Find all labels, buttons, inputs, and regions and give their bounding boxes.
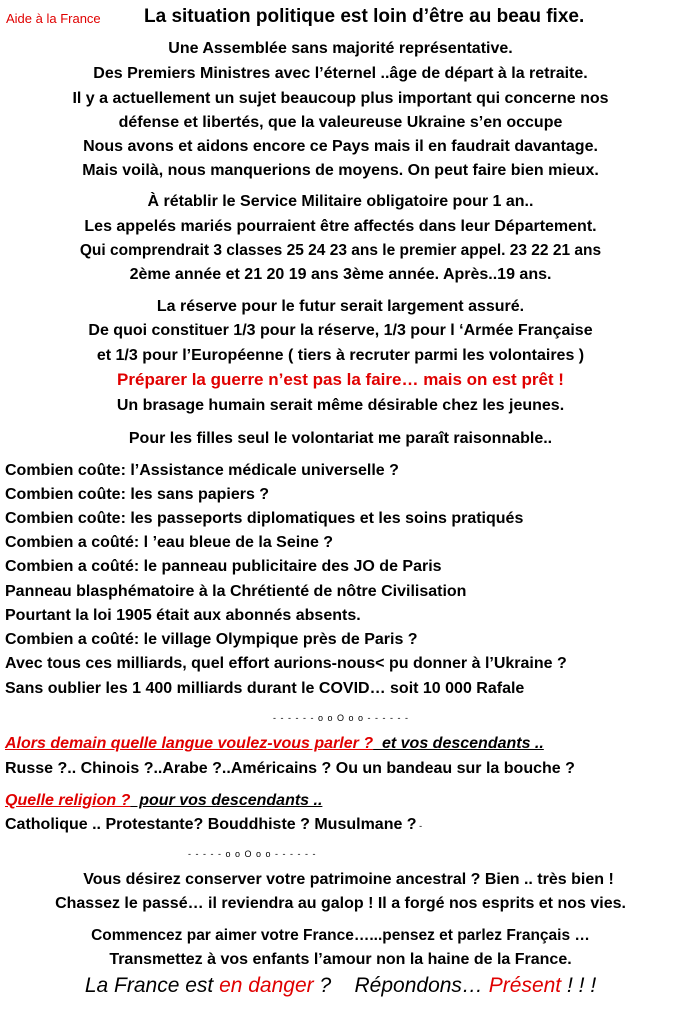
question-line: Combien coûte: l’Assistance médicale universelle ?	[5, 462, 399, 479]
final-danger: en danger	[219, 974, 314, 997]
question-line: Combien coûte: les sans papiers ?	[5, 486, 270, 503]
closing-line: Vous désirez conserver votre patrimoine ancestral ? Bien .. très bien !	[83, 871, 614, 888]
question-line: Avec tous ces milliards, quel effort aurions-nous< pu donner à l’Ukraine ?	[5, 655, 567, 672]
question-line: Pourtant la loi 1905 était aux abonnés absents.	[5, 607, 361, 624]
language-question-black: et vos descendants ..	[373, 735, 544, 752]
final-part3: ? Répondons…	[313, 974, 489, 997]
header-tag: Aide à la France	[6, 11, 101, 26]
question-line: Combien a coûté: le panneau publicitaire des JO de Paris	[5, 558, 442, 575]
header-title: La situation politique est loin d’être au beau fixe.	[144, 6, 585, 27]
separator: - - - - - o o O o o - - - - - -	[188, 849, 317, 859]
question-line: Combien a coûté: l ’eau bleue de la Seine ?	[5, 534, 334, 551]
para2-line: 2ème année et 21 20 19 ans 3ème année. Après..19 ans.	[129, 266, 552, 283]
religion-question	[0, 790, 681, 812]
para1-line: défense et libertés, que la valeureuse Ukraine s’en occupe	[118, 114, 563, 131]
closing-line: Chassez le passé… il reviendra au galop ! Il a forgé nos esprits et nos vies.	[55, 895, 626, 912]
para1-line: Des Premiers Ministres avec l’éternel ..âge de départ à la retraite.	[93, 65, 588, 82]
question-line: Combien coûte: les passeports diplomatiques et les soins pratiqués	[5, 510, 524, 527]
language-answer: Russe ?.. Chinois ?..Arabe ?..Américains ? Ou un bandeau sur la bouche ?	[5, 760, 575, 777]
para4-line: Pour les filles seul le volontariat me paraît raisonnable..	[128, 430, 553, 447]
final-line	[0, 972, 681, 1000]
slogan: Préparer la guerre n’est pas la faire… mais on est prêt !	[117, 370, 564, 389]
language-question	[0, 733, 681, 755]
para1-line: Mais voilà, nous manquerions de moyens. On peut faire bien mieux.	[82, 162, 599, 179]
closing-line: Transmettez à vos enfants l’amour non la haine de la France.	[109, 951, 572, 968]
para3-line: La réserve pour le futur serait largement assuré.	[156, 298, 525, 315]
final-present: Présent	[488, 974, 562, 997]
question-line: Sans oublier les 1 400 milliards durant le COVID… soit 10 000 Rafale	[5, 680, 525, 697]
final-part5: ! ! !	[561, 974, 597, 997]
separator: - - - - - - o o O o o - - - - - -	[273, 713, 409, 723]
para1-line: Une Assemblée sans majorité représentative.	[168, 40, 513, 57]
religion-question-red: Quelle religion ?	[5, 792, 131, 809]
question-line: Panneau blasphématoire à la Chrétienté de nôtre Civilisation	[5, 583, 467, 600]
language-question-red: Alors demain quelle langue voulez-vous parler ?	[5, 735, 374, 752]
para2-line: À rétablir le Service Militaire obligatoire pour 1 an..	[147, 193, 534, 210]
para3-line: et 1/3 pour l’Européenne ( tiers à recruter parmi les volontaires )	[96, 347, 585, 364]
para2-line: Les appelés mariés pourraient être affectés dans leur Département.	[84, 218, 597, 235]
religion-question-black: pour vos descendants ..	[130, 792, 323, 809]
religion-answer	[0, 814, 681, 837]
para3b-line: Un brasage humain serait même désirable chez les jeunes.	[116, 397, 565, 414]
closing-line: Commencez par aimer votre France…...pensez et parlez Français …	[91, 927, 590, 944]
para3-line: De quoi constituer 1/3 pour la réserve, 1/3 pour l ‘Armée Française	[88, 322, 593, 339]
question-line: Combien a coûté: le village Olympique près de Paris ?	[5, 631, 418, 648]
para2-line: Qui comprendrait 3 classes 25 24 23 ans le premier appel. 23 22 21 ans	[79, 242, 602, 259]
para1-line: Nous avons et aidons encore ce Pays mais il en faudrait davantage.	[83, 138, 598, 155]
final-part1: La France est	[84, 974, 220, 997]
religion-answer-tail: -	[416, 821, 423, 831]
religion-answer-text: Catholique .. Protestante? Bouddhiste ? Musulmane ?	[5, 816, 417, 833]
para1-line: Il y a actuellement un sujet beaucoup plus important qui concerne nos	[72, 90, 609, 107]
